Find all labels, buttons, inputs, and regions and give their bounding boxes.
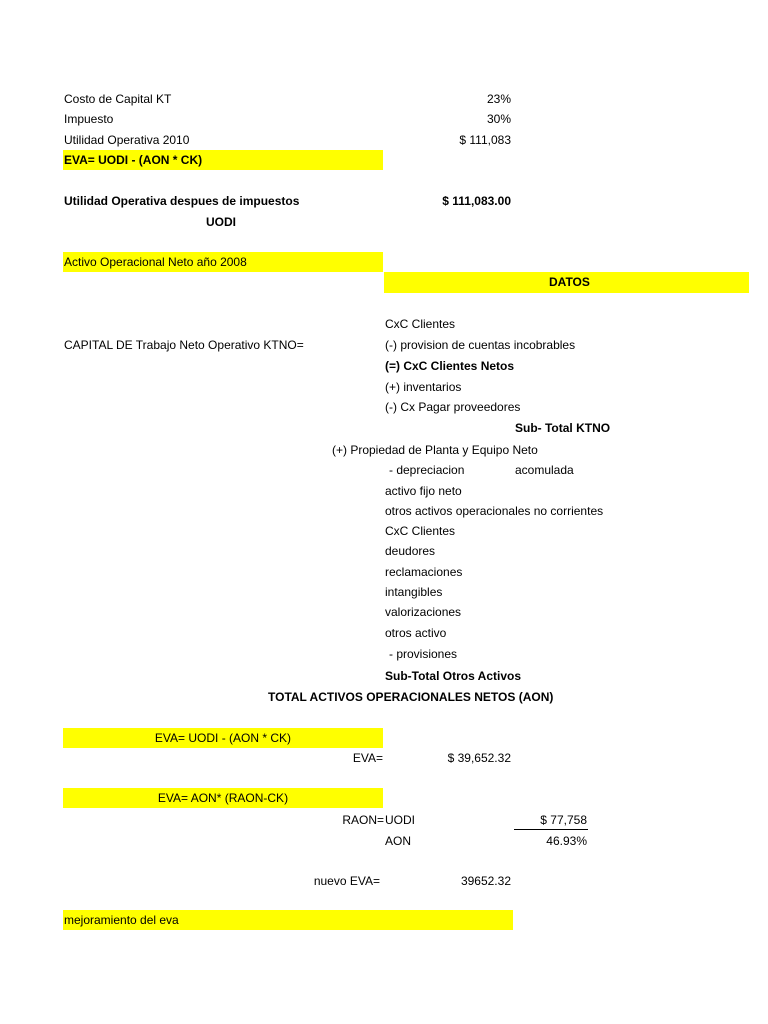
valorizaciones: valorizaciones: [385, 605, 462, 619]
eva-label: EVA=: [352, 751, 383, 765]
mejoramiento-label: mejoramiento del eva: [64, 913, 179, 927]
costo-capital-value: 23%: [486, 92, 511, 106]
otros-activo: otros activo: [385, 626, 447, 640]
deudores: deudores: [385, 544, 436, 558]
uodi-short: UODI: [206, 215, 236, 229]
subtotal-ktno: Sub- Total KTNO: [515, 421, 611, 435]
cxc-clientes: CxC Clientes: [385, 317, 456, 331]
impuesto-label: Impuesto: [64, 112, 114, 126]
depreciacion: - depreciacion: [389, 463, 465, 477]
otros-activos-op: otros activos operacionales no corrientes: [385, 504, 604, 518]
activo-fijo-neto: activo fijo neto: [385, 484, 462, 498]
eva-formula-1: EVA= UODI - (AON * CK): [64, 153, 203, 167]
raon-aon: AON: [385, 834, 412, 848]
nuevo-eva-value: 39652.32: [460, 874, 511, 888]
provisiones: - provisiones: [389, 647, 458, 661]
acumulada: acomulada: [515, 463, 574, 477]
raon-uodi: UODI: [385, 813, 415, 827]
uodi-value: $ 111,083.00: [442, 194, 511, 208]
raon-pct: 46.93%: [546, 834, 587, 848]
datos-label: DATOS: [549, 275, 590, 289]
total-aon: TOTAL ACTIVOS OPERACIONALES NETOS (AON): [268, 690, 554, 704]
utilidad-2010-value: $ 111,083: [459, 133, 511, 147]
utilidad-2010-label: Utilidad Operativa 2010: [64, 133, 190, 147]
impuesto-value: 30%: [486, 112, 511, 126]
ktno-label: CAPITAL DE Trabajo Neto Operativo KTNO=: [64, 338, 304, 352]
eva-formula-3: EVA= AON* (RAON-CK): [157, 791, 289, 805]
cx-pagar: (-) Cx Pagar proveedores: [385, 400, 521, 414]
inventarios: (+) inventarios: [385, 380, 462, 394]
raon-label: RAON=: [342, 813, 384, 827]
eva-value: $ 39,652.32: [447, 751, 511, 765]
subtotal-otros: Sub-Total Otros Activos: [385, 669, 522, 683]
aon-2008-label: Activo Operacional Neto año 2008: [64, 255, 247, 269]
nuevo-eva-label: nuevo EVA=: [313, 874, 380, 888]
costo-capital-label: Costo de Capital KT: [64, 92, 172, 106]
cxc-netos: (=) CxC Clientes Netos: [385, 359, 515, 373]
reclamaciones: reclamaciones: [385, 565, 463, 579]
provision-cuentas: (-) provision de cuentas incobrables: [385, 338, 576, 352]
raon-divider: [514, 829, 588, 830]
propiedad-planta: (+) Propiedad de Planta y Equipo Neto: [332, 443, 538, 457]
cxc-clientes-2: CxC Clientes: [385, 524, 456, 538]
intangibles: intangibles: [385, 585, 443, 599]
raon-uodi-value: $ 77,758: [540, 813, 587, 827]
uodi-label: Utilidad Operativa despues de impuestos: [64, 194, 300, 208]
eva-formula-2: EVA= UODI - (AON * CK): [154, 731, 292, 745]
